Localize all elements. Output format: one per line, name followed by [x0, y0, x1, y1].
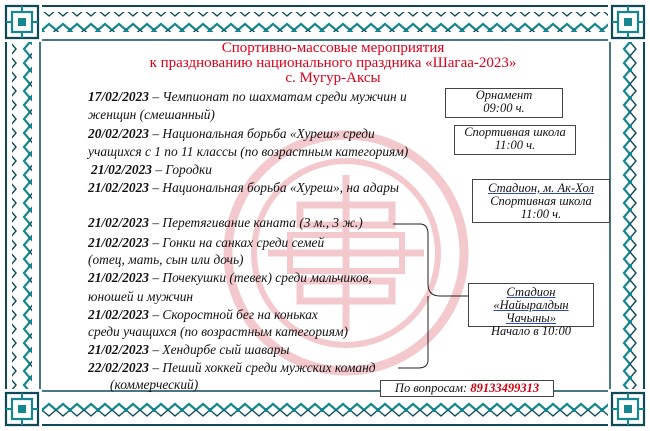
event-line: 21/02/2023 – Хендирбе сый шавары	[88, 342, 290, 357]
title-line-3: с. Мугур-Аксы	[285, 70, 381, 86]
event-line: учащихся с 1 по 11 классы (по возрастным категориям)	[88, 144, 409, 159]
venue-box-stadium-nayyraldyn: Стадион «Найыралдын Чачыны» Начало в 10:00	[468, 283, 594, 327]
event-line: 21/02/2023 – Скоростной бег на коньках	[88, 307, 318, 322]
event-line: 21/02/2023 – Городки	[91, 162, 212, 177]
event-line: юношей и мужчин	[88, 289, 194, 304]
event-line: 22/02/2023 – Пеший хоккей среди мужских команд	[88, 360, 376, 375]
contact-box	[380, 380, 554, 397]
event-line: 21/02/2023 – Гонки на санках среди семей	[88, 235, 325, 250]
event-line: (отец, мать, сын или дочь)	[88, 252, 244, 267]
title-line-1: Спортивно-массовые мероприятия	[221, 40, 445, 56]
event-line: 21/02/2023 – Перетягивание каната (3 м., 3 ж.)	[88, 215, 363, 230]
event-line: женщин (смешанный)	[88, 107, 215, 122]
venue-box-ornament: Орнамент 09:00 ч.	[445, 88, 563, 118]
event-line: 17/02/2023 – Чемпионат по шахматам среди мужчин и	[88, 89, 407, 104]
contact-phone: 89133499313	[470, 381, 540, 395]
event-line: 21/02/2023 – Национальная борьба «Хуреш», на адары	[88, 180, 399, 195]
contact-label: По вопросам:	[394, 381, 471, 395]
event-line: среди учащихся (по возрастным категориям)	[88, 324, 348, 339]
venue-box-stadium-ak-hol: Стадион, м. Ак-Хол Спортивная школа 11:00 ч.	[472, 179, 610, 223]
event-line: 20/02/2023 – Национальная борьба «Хуреш» среди	[88, 126, 375, 141]
event-line: 21/02/2023 – Почекушки (тевек) среди мальчиков,	[88, 270, 372, 285]
title-line-2: к празднованию национального праздника «Шагаа-2023»	[149, 55, 517, 71]
venue-box-sport-school: Спортивная школа 11:00 ч.	[454, 125, 576, 155]
event-line: (коммерческий)	[110, 377, 199, 392]
